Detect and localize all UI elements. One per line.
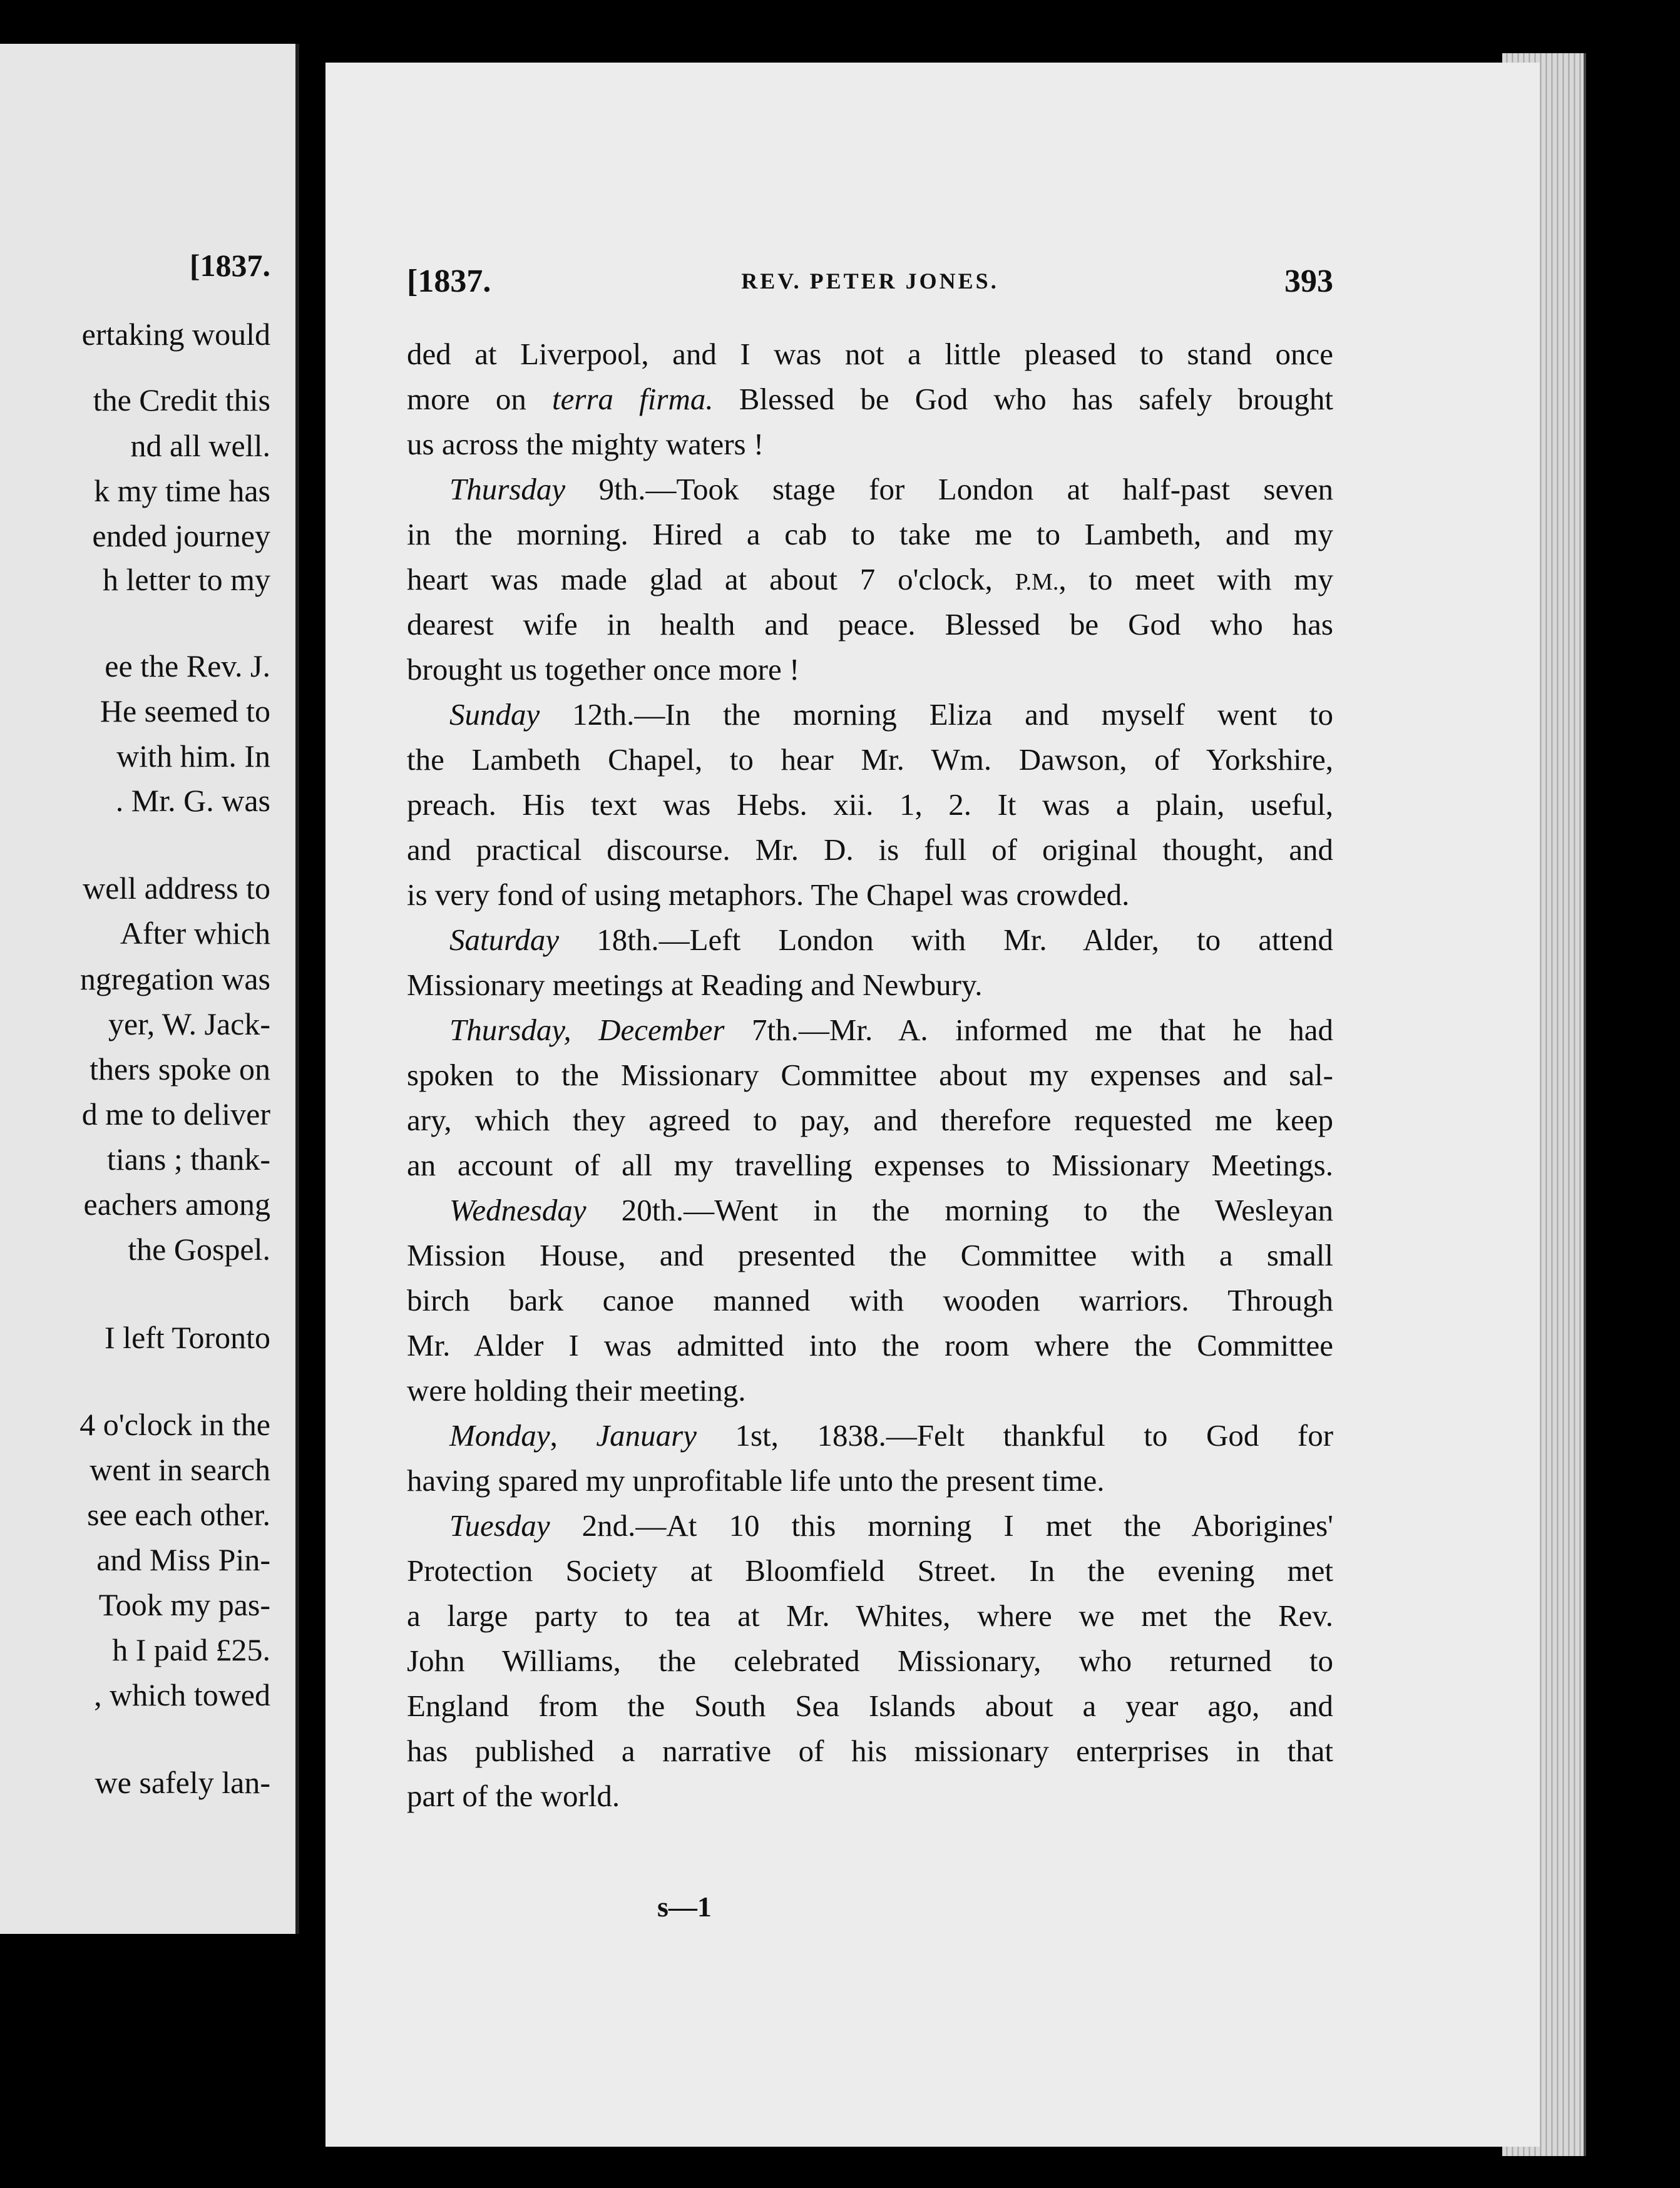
text-line: Mr. Alder I was admitted into the room where the Committee [407,1328,1333,1362]
text-line: the Lambeth Chapel, to hear Mr. Wm. Dawson, of Yorkshire, [407,742,1333,777]
running-head-year: [1837. [407,263,491,299]
left-page-line: He seemed to [100,693,270,728]
text-line: an account of all my travelling expenses to Missionary Meetings. [407,1148,1333,1182]
text-line: part of the world. [407,1779,620,1813]
left-page-line: h I paid £25. [112,1632,270,1667]
signature-mark: s—1 [657,1891,712,1923]
left-page-line: see each other. [87,1497,270,1532]
text-line: having spared my unprofitable life unto the present time. [407,1463,1105,1498]
text-line: Protection Society at Bloomfield Street. In the evening met [407,1553,1333,1588]
diary-entry-tuesday-2nd: Tuesday 2nd.—At 10 this morning I met the Aborigines' [449,1508,1333,1543]
text-line: in the morning. Hired a cab to take me to Lambeth, and my [407,517,1333,551]
left-facing-page [0,44,299,1934]
text-line: ded at Liverpool, and I was not a little pleased to stand once [407,337,1333,371]
running-head [407,263,1333,307]
text-line: birch bark canoe manned with wooden warriors. Through [407,1283,1333,1317]
text-line: England from the South Sea Islands about a year ago, and [407,1689,1333,1723]
text-line: heart was made glad at about 7 o'clock, P.M., to meet with my [407,562,1333,596]
text-line: spoken to the Missionary Committee about my expenses and sal- [407,1058,1333,1092]
body-text [407,332,1333,1819]
text-line: has published a narrative of his missionary enterprises in that [407,1734,1333,1768]
left-page-line: ended journey [92,518,270,553]
left-page-line: , which towed [94,1677,270,1712]
diary-entry-thursday-december-7th: Thursday, December 7th.—Mr. A. informed me that he had [449,1013,1333,1047]
left-page-line: . Mr. G. was [115,783,270,818]
text-line: Missionary meetings at Reading and Newbury. [407,968,983,1002]
diary-entry-thursday-9th: Thursday 9th.—Took stage for London at half-past seven [449,472,1333,506]
left-page-line: ngregation was [79,961,270,996]
left-page-line: with him. In [116,739,270,774]
left-page-line: ee the Rev. J. [105,648,270,683]
running-head-title: REV. PETER JONES. [741,268,999,294]
left-page-line: nd all well. [130,428,270,463]
left-page-line: I left Toronto [105,1320,270,1355]
diary-entry-monday-january-1st: Monday, January 1st, 1838.—Felt thankful to God for [449,1418,1334,1453]
text-line: ary, which they agreed to pay, and therefore requested me keep [407,1103,1333,1137]
page-number: 393 [1284,263,1333,299]
text-line: more on terra firma. Blessed be God who has safely brought [407,382,1333,416]
text-line: John Williams, the celebrated Missionary, who returned to [407,1644,1333,1678]
text-line: brought us together once more ! [407,652,800,687]
text-line: us across the mighty waters ! [407,427,764,461]
left-page-line: ertaking would [81,317,270,352]
text-line: were holding their meeting. [407,1373,746,1408]
text-line: and practical discourse. Mr. D. is full of original thought, and [407,832,1333,867]
left-page-line: the Credit this [93,382,270,417]
left-page-line: 4 o'clock in the [79,1407,270,1442]
text-line: preach. His text was Hebs. xii. 1, 2. It was a plain, useful, [407,787,1333,822]
diary-entry-saturday-18th: Saturday 18th.—Left London with Mr. Alder, to attend [449,923,1333,957]
diary-entry-wednesday-20th: Wednesday 20th.—Went in the morning to the Wesleyan [449,1193,1333,1227]
left-page-line: the Gospel. [128,1232,270,1267]
text-line: dearest wife in health and peace. Blessed be God who has [407,607,1333,642]
text-line: Mission House, and presented the Committee with a small [407,1238,1333,1272]
text-line: is very fond of using metaphors. The Chapel was crowded. [407,877,1130,912]
left-page-header: [1837. [189,248,270,283]
text-line: a large party to tea at Mr. Whites, where we met the Rev. [407,1598,1333,1633]
left-page-line: h letter to my [103,562,270,597]
left-page-line: eachers among [83,1187,270,1222]
left-page-line: thers spoke on [90,1051,270,1086]
left-page-line: After which [120,916,270,951]
left-page-line: k my time has [94,473,270,508]
left-page-line: went in search [90,1452,270,1487]
left-page-line: tians ; thank- [106,1142,270,1177]
left-page-line: d me to deliver [81,1097,270,1132]
left-page-line: and Miss Pin- [96,1542,270,1577]
left-page-line: we safely lan- [95,1765,270,1800]
left-page-line: Took my pas- [98,1587,270,1622]
diary-entry-sunday-12th: Sunday 12th.—In the morning Eliza and myself went to [449,697,1333,732]
left-page-line: well address to [83,871,270,906]
left-page-line: yer, W. Jack- [108,1006,270,1041]
book-page [325,63,1540,2147]
